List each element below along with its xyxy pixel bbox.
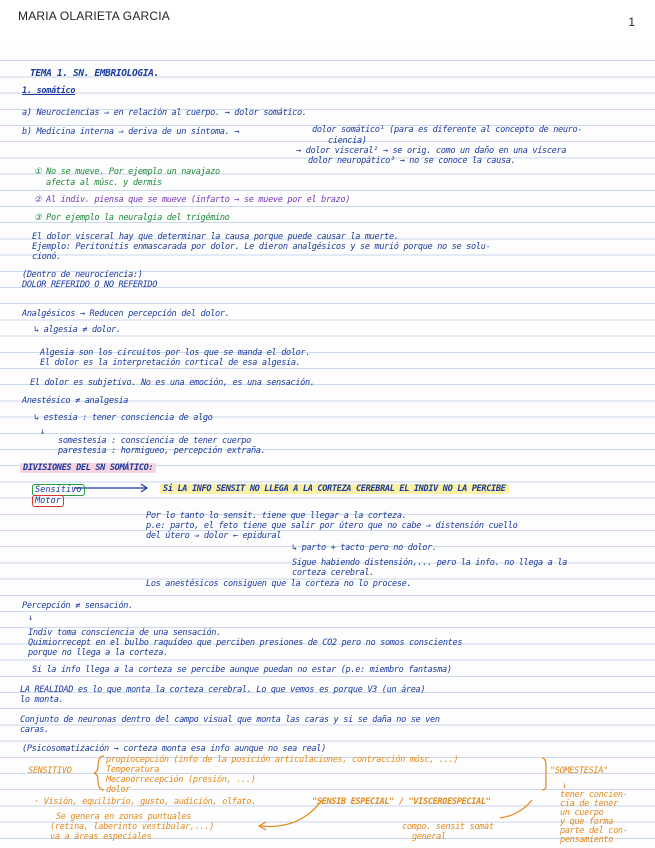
note-line: ② Al indiv. piensa que se mueve (infarto → se mueve por el brazo) [34, 195, 351, 205]
note-line: corteza cerebral. [292, 568, 375, 578]
note-line: ↓ [28, 613, 33, 623]
note-line: Quimiorrecept en el bulbo raquídeo que perciben presiones de CO2 pero no somos conscientes [28, 638, 463, 648]
sensitivo-heading: SENSITIVO [28, 766, 72, 776]
note-line: cia de tener [560, 799, 618, 809]
note-line: Percepción ≠ sensación. [22, 601, 133, 611]
note-line: b) Medicina interna ⇒ deriva de un síntoma. → [22, 127, 240, 137]
note-line: (Dentro de neurociencia:) [22, 270, 143, 280]
note-line: somestesia : consciencia de tener cuerpo [58, 436, 251, 446]
note-line: ① No se mueve. Por ejemplo un navajazo [34, 167, 220, 177]
note-line: Analgésicos → Reducen percepción del dolor. [22, 309, 230, 319]
note-line: LA REALIDAD es lo que monta la corteza cerebral. Lo que vemos es porque V3 (un área) [20, 685, 426, 695]
note-line: (Psicosomatización → corteza monta esa info aunque no sea real) [22, 744, 326, 754]
note-line: ↳ estesia : tener consciencia de algo [34, 413, 213, 423]
note-line: parte del con- [560, 826, 628, 836]
note-line: cionó. [32, 252, 61, 262]
note-line: caras. [20, 725, 49, 735]
note-line: parestesia : hormigueo, percepción extraña. [58, 446, 266, 456]
note-line: → dolor visceral² → se orig. como un daño en una víscera [296, 146, 567, 156]
note-line: Ejemplo: Peritonitis enmascarada por dolor. Le dieron analgésicos y se murió porque no se solu- [32, 242, 491, 252]
note-line: ciencia) [328, 136, 367, 146]
note-line: va a áreas especiales [50, 832, 152, 842]
note-line: El dolor visceral hay que determinar la causa porque puede causar la muerte. [32, 232, 399, 242]
list-item: Temperatura [106, 765, 160, 775]
note-line: Indiv toma consciencia de una sensación. [28, 628, 221, 638]
note-line: ↓ [562, 781, 567, 791]
note-line: ③ Por ejemplo la neuralgia del trigémino [34, 213, 230, 223]
note-line: Por lo tanto lo sensit. tiene que llegar a la corteza. [146, 511, 407, 521]
sensitivo-label: Sensitivo [32, 484, 85, 496]
note-line: ↳ algesia ≠ dolor. [34, 325, 121, 335]
note-line: porque no llega a la corteza. [28, 648, 168, 658]
note-line: del útero ⇒ dolor ← epidural [146, 531, 282, 541]
note-line: DOLOR REFERIDO O NO REFERIDO [22, 280, 158, 290]
note-line: dolor neuropático³ → no se conoce la causa. [308, 156, 516, 166]
list-item: propiocepción (info de la posición articulaciones, contracción músc, ...) [106, 755, 459, 765]
page-title: TEMA 1. SN. EMBRIOLOGIA. [30, 68, 159, 79]
section-heading: DIVISIONES DEL SN SOMÁTICO: [20, 463, 156, 474]
motor-label: Motor [32, 495, 64, 507]
section-heading: 1. somático [22, 86, 76, 96]
note-line: Sigue habiendo distensión,... pero la info. no llega a la [292, 558, 567, 568]
note-line: p.e: parto, el feto tiene que salir por útero que no cabe ⇒ distensión cuello [146, 521, 518, 531]
note-line: un cuerpo [560, 808, 604, 818]
note-line: pensamiento [560, 835, 614, 845]
note-line: Los anestésicos consiguen que la corteza no lo procese. [146, 579, 412, 589]
note-line: afecta al músc. y dermis [46, 178, 162, 188]
note-line: ↓ [40, 427, 45, 437]
note-line: Se genera en zonas puntuales [56, 812, 192, 822]
highlighted-note: Si LA INFO SENSIT NO LLEGA A LA CORTEZA CEREBRAL EL INDIV NO LA PERCIBE [160, 484, 509, 495]
note-line: Conjunto de neuronas dentro del campo visual que monta las caras y si se daña no se ven [20, 715, 440, 725]
note-line: lo monta. [20, 695, 64, 705]
note-line: ↳ parto + tacto pero no dolor. [292, 543, 437, 553]
note-line: general [412, 832, 446, 842]
list-item: dolor [106, 785, 131, 795]
page-number: 1 [628, 15, 635, 29]
note-line: compo. sensit somát [402, 822, 494, 832]
note-line: El dolor es la interpretación cortical de esa algesia. [40, 358, 301, 368]
somestesia-label: "SOMESTESIA" [550, 766, 608, 776]
list-item: · Visión, equilibrio, gusto, audición, olfato. [34, 797, 256, 807]
note-line: El dolor es subjetivo. No es una emoción, es una sensación. [30, 378, 315, 388]
note-line: (retina, laberinto vestibular,...) [50, 822, 215, 832]
list-item: Mecanorrecepción (presión, ...) [106, 775, 256, 785]
note-line: y que forma [560, 817, 614, 827]
especial-label: "SENSIB ESPECIAL" / "VISCEROESPECIAL" [312, 797, 491, 807]
note-line: tener concien- [560, 790, 628, 800]
note-line: Anestésico ≠ analgesia [22, 396, 129, 406]
note-line: Si la info llega a la corteza se percibe aunque puedan no estar (p.e: miembro fantasma) [32, 665, 452, 675]
note-line: dolor somático¹ (para es diferente al concepto de neuro- [312, 125, 583, 135]
document-author: MARIA OLARIETA GARCIA [18, 9, 171, 23]
note-line: Algesia son los circuitos por los que se manda el dolor. [40, 348, 311, 358]
note-line: a) Neurociencias ⇒ en relación al cuerpo. → dolor somático. [22, 108, 307, 118]
